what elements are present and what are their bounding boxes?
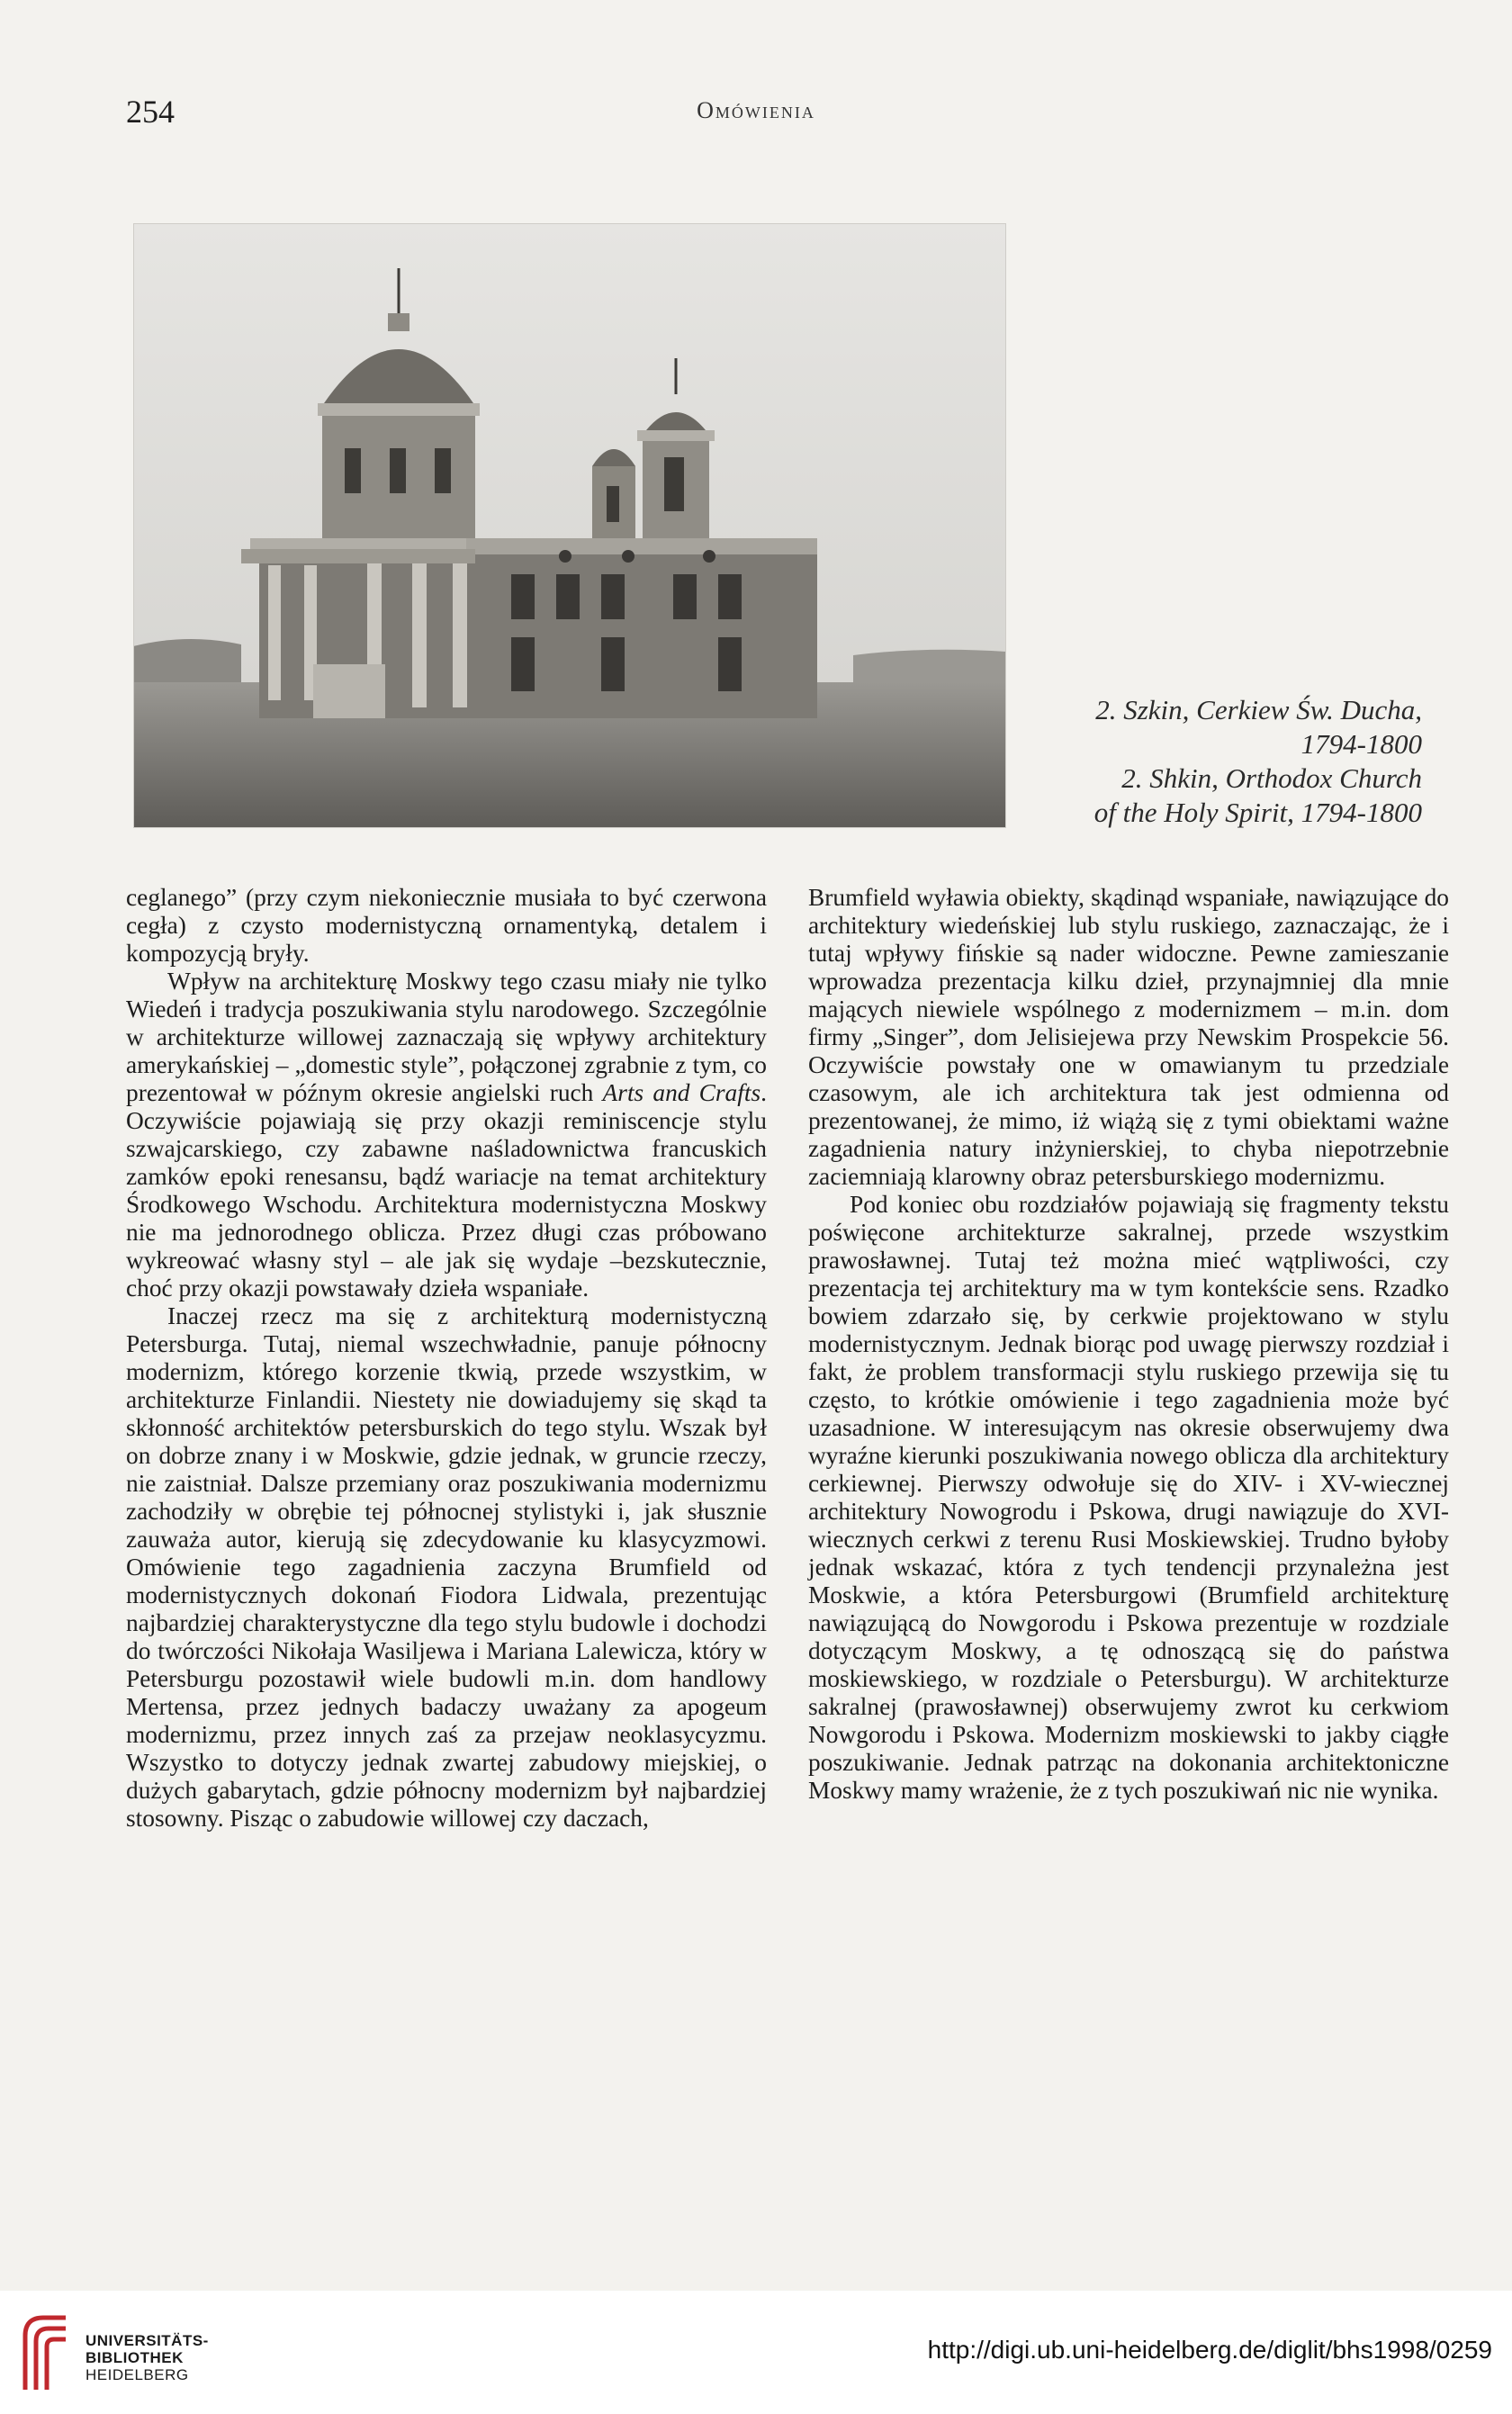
figure-caption: [954, 693, 1422, 830]
left-paragraph-2-italic: Arts and Crafts: [602, 1079, 761, 1106]
left-paragraph-2-part-a: Wpływ na architekturę Moskwy tego czasu miały nie tylko Wiedeń i tradycja poszukiwania stylu narodowego. Szczególnie w architekturze willowej zaznaczają się wpływy architektury amerykańskiej – „domestic style”, połączonej zgrabnie z tym, co prezentował w późnym okresie angielski ruch: [126, 968, 767, 1106]
library-name: [86, 2332, 209, 2383]
right-paragraph-2: Pod koniec obu rozdziałów pojawiają się fragmenty tekstu poświęcone architekturze sakralnej, przede wszystkim prawosławnej. Tutaj też można mieć wątpliwości, czy prezentacja tej architektury ma w tym kontekście sens. Rzadko bowiem zdarzało się, by cerkwie projektowano w stylu modernistycznym. Jednak biorąc pod uwagę pierwszy rozdział i fakt, że problem transformacji stylu ruskiego przewija się tu często, to krótkie omówienie i tego zagadnienia może być uzasadnione. W interesującym nas okresie obserwujemy dwa wyraźne kierunki poszukiwania nowego oblicza dla architektury cerkiewnej. Pierwszy odwołuje się do XIV- i XV-wiecznej architektury Nowogrodu i Pskowa, drugi nawiązuje do XVI-wiecznych cerkwi z terenu Rusi Moskiewskiej. Trudno byłoby jednak wskazać, która z tych tendencji przynależna jest Moskwie, a która Petersburgowi (Brumfield architekturę nawiązującą do Nowgorodu i Pskowa prezentuje w rozdziale dotyczącym Moskwy, a tę odnoszącą się do państwa moskiewskiego, w rozdziale o Petersburgu). W architekturze sakralnej (prawosławnej) obserwujemy zwrot ku cerkwiom Nowgorodu i Pskowa. Modernizm moskiewski to jakby ciągłe poszukiwanie. Jednak patrząc na dokonania architektoniczne Moskwy mamy wrażenie, że z tych poszukiwań nic nie wynika.: [808, 1191, 1449, 1804]
left-paragraph-2: [126, 968, 767, 1302]
right-paragraph-1: Brumfield wyławia obiekty, skądinąd wspaniałe, nawiązujące do architektury wiedeńskiej lub stylu ruskiego, zaznaczając, że i tutaj wpływy fińskie są nader widoczne. Pewne zamieszanie wprowadza prezentacja kilku dzieł, przynajmniej dla mnie mających niewiele wspólnego z modernizmem – m.in. dom firmy „Singer”, dom Jelisiejewa przy Newskim Prospekcie 56. Oczywiście powstały one w omawianym tu przedziale czasowym, ale ich architektura tak jest odmienna od prezentowanej, że mimo, iż wiążą się z tymi obiektami ważne zagadnienia natury inżynierskiej, to chyba niepotrzebnie zaciemniają klarowny obraz petersburskiego modernizmu.: [808, 884, 1449, 1190]
caption-polish-line2: 1794-1800: [1300, 728, 1422, 760]
left-paragraph-1: ceglanego” (przy czym niekoniecznie musiała to być czerwona cegła) z czysto modernistyczną ornamentyką, detalem i kompozycją bryły.: [126, 884, 767, 967]
library-name-line1: UNIVERSITÄTS-: [86, 2332, 209, 2349]
left-text-column: [126, 884, 767, 1833]
caption-polish-line1: 2. Szkin, Cerkiew Św. Ducha,: [1095, 694, 1422, 725]
right-text-column: [808, 884, 1449, 1805]
left-paragraph-3: Inaczej rzecz ma się z architekturą modernistyczną Petersburga. Tutaj, niemal wszechwładnie, panuje północny modernizm, którego korzenie tkwią, przede wszystkim, w architekturze Finlandii. Niestety nie dowiadujemy się skąd ta skłonność architektów petersburskich do tego stylu. Wszak był on dobrze znany i w Moskwie, gdzie jednak, w gruncie rzeczy, nie zaistniał. Dalsze przemiany oraz poszukiwania modernizmu zachodziły w obrębie tej północnej stylistyki i, jak słusznie zauważa autor, kierują się zdecydowanie ku klasycyzmowi. Omówienie tego zagadnienia zaczyna Brumfield od modernistycznych dokonań Fiodora Lidwala, prezentując najbardziej charakterystyczne dla tego stylu budowle i dochodzi do twórczości Nikołaja Wasiljewa i Mariana Lalewicza, który w Petersburgu pozostawił wiele budowli m.in. dom handlowy Mertensa, przez jednych badaczy uważany za apogeum modernizmu, przez innych zaś za przejaw neoklasycyzmu. Wszystko to dotyczy jednak zwartej zabudowy miejskiej, o dużych gabarytach, gdzie północny modernizm był najbardziej stosowny. Pisząc o zabudowie willowej czy daczach,: [126, 1302, 767, 1832]
library-logo-icon: [16, 2309, 79, 2399]
church-photo: [133, 223, 1006, 828]
footer-bar: [0, 2291, 1512, 2414]
running-head: Omówienia: [697, 97, 815, 123]
caption-english-line1: 2. Shkin, Orthodox Church: [1121, 762, 1422, 794]
source-url-link[interactable]: http://digi.ub.uni-heidelberg.de/diglit/bhs1998/0259: [927, 2336, 1492, 2364]
left-paragraph-2-part-b: . Oczywiście pojawiają się przy okazji reminiscencje stylu szwajcarskiego, czy zabawne naśladownictwa francuskich zamków epoki renesansu, bądź wariacje na temat architektury Środkowego Wschodu. Architektura modernistyczna Moskwy nie ma jednorodnego oblicza. Przez długi czas próbowano wykreować własny styl – ale jak się wydaje –bezskutecznie, choć przy okazji powstawały dzieła wspaniałe.: [126, 1079, 767, 1302]
library-name-line2: BIBLIOTHEK: [86, 2349, 184, 2366]
library-name-line3: HEIDELBERG: [86, 2366, 189, 2383]
caption-english-line2: of the Holy Spirit, 1794-1800: [1094, 797, 1422, 828]
page-number: 254: [126, 94, 175, 130]
